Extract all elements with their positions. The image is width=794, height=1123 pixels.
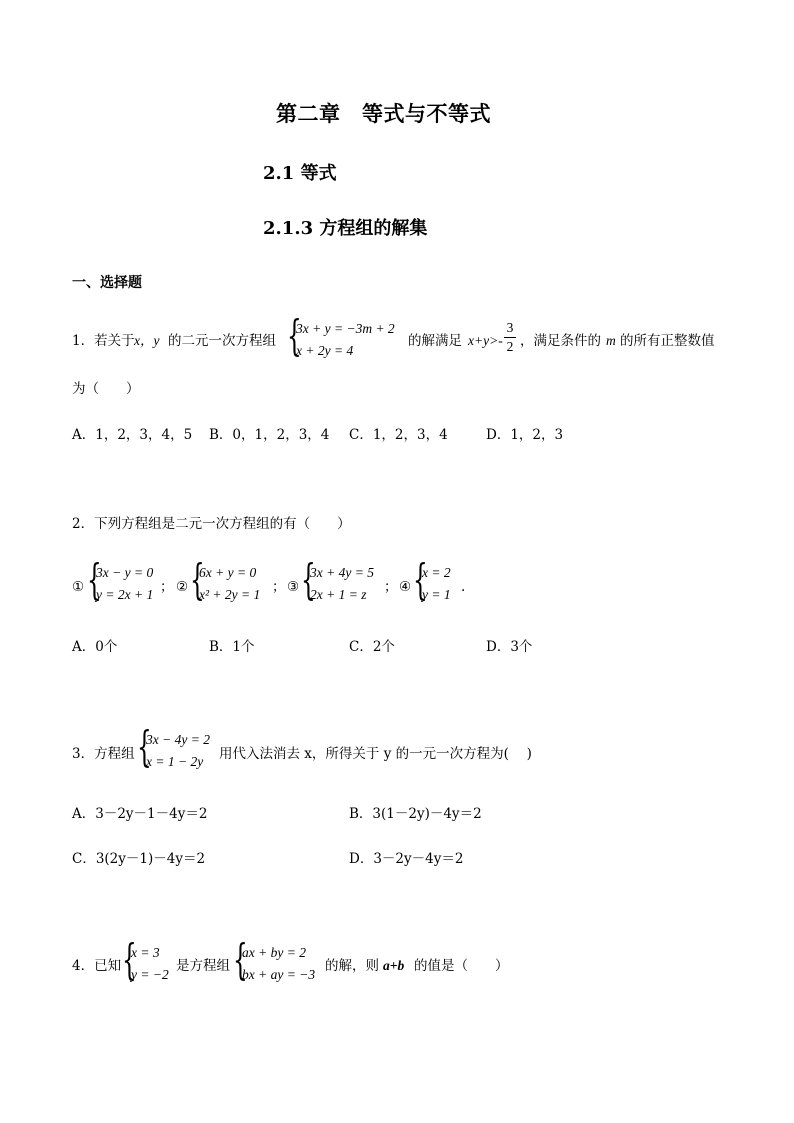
q4-num: 4．已知	[72, 958, 122, 974]
q1-var-m: m	[606, 333, 616, 348]
q3-option-b[interactable]: B．3(1－2y)－4y＝2	[349, 806, 482, 822]
q4-text-b: 的解，则	[325, 958, 379, 974]
q2-s3-eq2: 2x + 1 = z	[310, 587, 367, 602]
fraction-bar	[504, 337, 516, 338]
q2-sep-1: ；	[160, 579, 174, 595]
q2-option-a[interactable]: A．0个	[72, 639, 118, 655]
q1-eq1: 3x + y = −3m + 2	[296, 321, 395, 336]
subsection-title: 2.1.3 方程组的解集	[263, 218, 428, 239]
q3-option-c[interactable]: C．3(2y－1)－4y＝2	[72, 851, 206, 867]
q1-option-b[interactable]: B．0，1，2，3，4	[209, 427, 330, 443]
q4-text-a: 是方程组	[176, 958, 230, 974]
q4-s2-eq2: bx + ay = −3	[242, 967, 316, 982]
left-brace-icon: {	[190, 555, 205, 604]
q2-label-1: ①	[72, 579, 85, 595]
q2-system-2	[190, 555, 280, 606]
q4-s1-eq2: y = −2	[131, 967, 169, 982]
section-title: 2.1 等式	[263, 163, 337, 184]
q1-condition: x+y>-	[468, 333, 503, 348]
q1-text-d: 的所有正整数值	[620, 333, 715, 349]
left-brace-icon: {	[287, 311, 302, 360]
q1-line2: 为（ ）	[72, 381, 140, 397]
q2-s1-eq1: 3x − y = 0	[96, 565, 154, 580]
q2-sep-2: ；	[272, 579, 286, 595]
q2-system-3	[301, 555, 391, 606]
chapter-title: 第二章 等式与不等式	[276, 101, 491, 126]
q1-num: 1．若关于	[72, 333, 135, 349]
q4-s2-eq1: ax + by = 2	[242, 945, 306, 960]
q3-eq1: 3x − 4y = 2	[146, 732, 210, 747]
q3-eq2: x = 1 − 2y	[146, 754, 204, 769]
q2-system-1	[87, 555, 167, 606]
q1-text-a: 的二元一次方程组	[168, 333, 276, 349]
q3-option-d[interactable]: D．3－2y－4y＝2	[349, 851, 464, 867]
q3-num: 3．方程组	[72, 746, 135, 762]
q4-expr: a+b	[383, 958, 405, 973]
q3-equation-system	[137, 722, 221, 773]
part-title: 一、选择题	[72, 275, 142, 291]
q2-s2-eq1: 6x + y = 0	[199, 565, 257, 580]
q2-stem: 2．下列方程组是二元一次方程组的有（ ）	[72, 516, 351, 532]
q1-option-d[interactable]: D．1，2，3	[486, 427, 564, 443]
q1-option-c[interactable]: C．1，2，3，4	[349, 427, 448, 443]
q3-option-a[interactable]: A．3－2y－1－4y＝2	[72, 806, 208, 822]
q2-s1-eq2: y = 2x + 1	[96, 587, 154, 602]
left-brace-icon: {	[137, 722, 152, 771]
q2-option-d[interactable]: D．3个	[486, 639, 533, 655]
left-brace-icon: {	[233, 935, 248, 984]
left-brace-icon: {	[301, 555, 316, 604]
q2-s4-eq1: x = 2	[422, 565, 451, 580]
q2-label-2: ②	[176, 579, 189, 595]
q4-s1-eq1: x = 3	[131, 945, 160, 960]
q2-sep-4: .	[461, 579, 466, 595]
q2-s3-eq1: 3x + 4y = 5	[310, 565, 374, 580]
q1-text-b: 的解满足	[408, 333, 462, 349]
left-brace-icon: {	[122, 935, 137, 984]
q1-equation-system	[287, 311, 407, 362]
q1-eq2: x + 2y = 4	[296, 343, 354, 358]
q4-solution-system	[122, 935, 178, 986]
q1-text-c: ，满足条件的	[520, 333, 601, 349]
left-brace-icon: {	[413, 555, 428, 604]
left-brace-icon: {	[87, 555, 102, 604]
q1-option-a[interactable]: A．1，2，3，4，5	[72, 427, 193, 443]
q2-s4-eq2: y = 1	[422, 587, 451, 602]
q4-text-c: 的值是（ ）	[414, 958, 509, 974]
q4-equation-system	[233, 935, 327, 986]
q2-label-3: ③	[287, 579, 300, 595]
q2-sep-3: ；	[384, 579, 398, 595]
q3-text: 用代入法消去 x，所得关于 y 的一元一次方程为( )	[219, 746, 532, 762]
q1-fraction	[504, 320, 516, 355]
q1-frac-num: 3	[506, 320, 514, 335]
q1-frac-den: 2	[506, 339, 514, 354]
q2-label-4: ④	[399, 579, 412, 595]
q1-vars: x，y	[134, 333, 160, 348]
q2-option-b[interactable]: B．1个	[209, 639, 255, 655]
q2-s2-eq2: x² + 2y = 1	[199, 587, 261, 602]
q2-option-c[interactable]: C．2个	[349, 639, 395, 655]
